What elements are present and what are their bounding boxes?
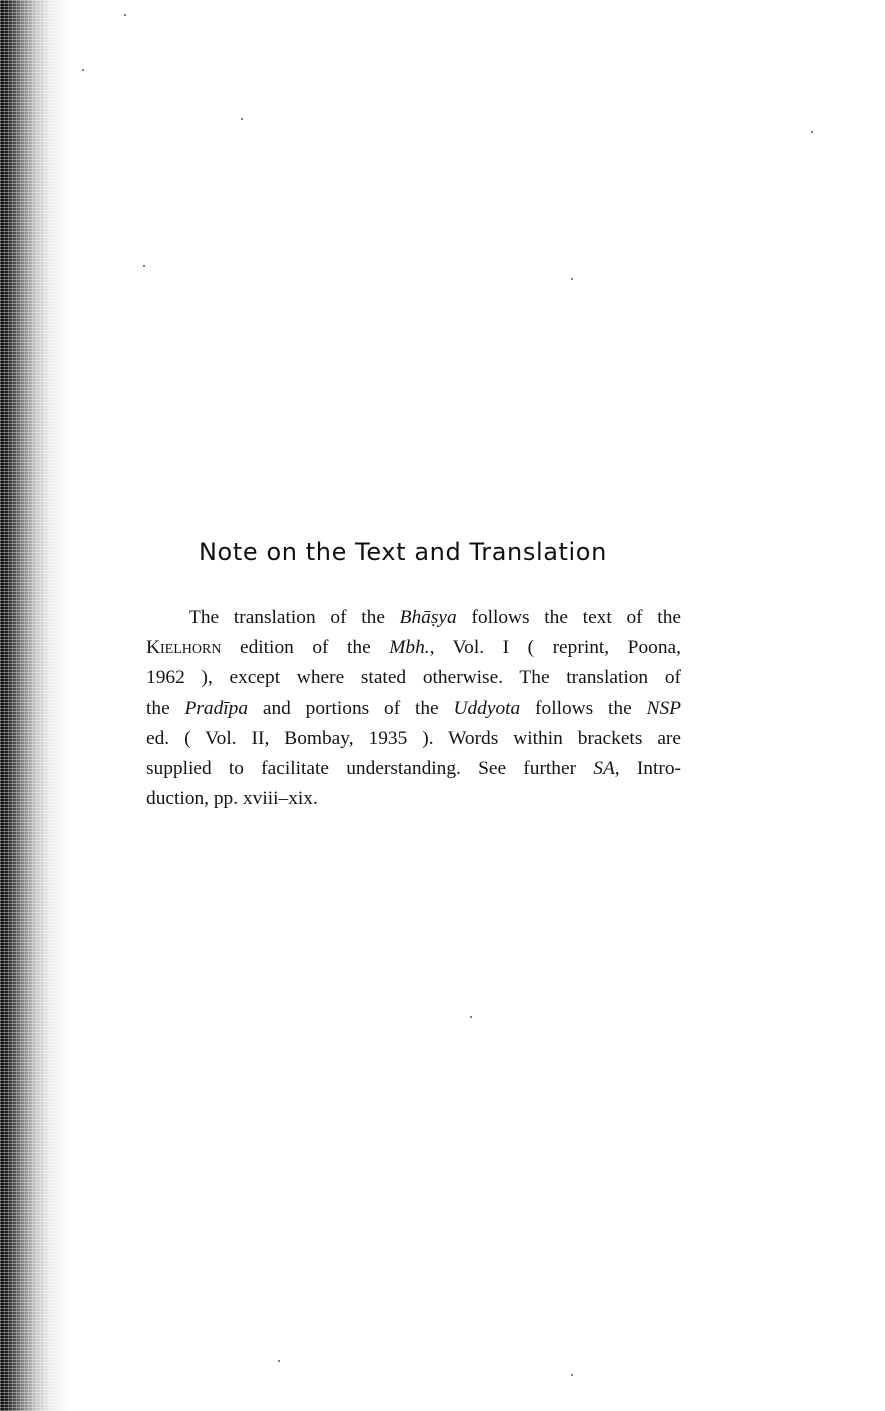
scan-binding-shadow bbox=[0, 0, 70, 1411]
paragraph-line-7: duction, pp. xviii–xix. bbox=[146, 788, 318, 810]
paragraph-line-3: 1962 ), except where stated otherwise. The translation of bbox=[146, 667, 681, 689]
paragraph-line-6: supplied to facilitate understanding. See further SA, Intro- bbox=[146, 758, 681, 780]
note-paragraph bbox=[146, 603, 681, 814]
scan-speck bbox=[470, 1016, 472, 1018]
scan-speck bbox=[82, 69, 84, 71]
italic-term: Mbh. bbox=[389, 637, 430, 659]
scan-speck bbox=[571, 278, 573, 280]
scan-speck bbox=[278, 1360, 280, 1362]
scan-speck bbox=[241, 118, 243, 120]
page-heading: Note on the Text and Translation bbox=[199, 538, 607, 566]
italic-term: NSP bbox=[646, 697, 681, 719]
italic-term: SA bbox=[593, 758, 615, 780]
scan-speck bbox=[571, 1374, 573, 1376]
italic-term: Uddyota bbox=[453, 697, 521, 719]
paragraph-line-4: the Pradīpa and portions of the Uddyota follows the NSP bbox=[146, 697, 681, 719]
paragraph-line-5: ed. ( Vol. II, Bombay, 1935 ). Words within brackets are bbox=[146, 727, 681, 749]
editor-name: Kielhorn bbox=[146, 637, 222, 659]
paragraph-line-1: The translation of the Bhāṣya follows the text of the bbox=[189, 607, 681, 628]
scan-speck bbox=[811, 131, 813, 133]
scan-speck bbox=[124, 14, 126, 16]
scan-speck bbox=[143, 265, 145, 267]
italic-term: Bhāṣya bbox=[399, 607, 457, 628]
italic-term: Pradīpa bbox=[184, 697, 249, 719]
paragraph-line-2: Kielhorn edition of the Mbh., Vol. I ( reprint, Poona, bbox=[146, 637, 681, 659]
